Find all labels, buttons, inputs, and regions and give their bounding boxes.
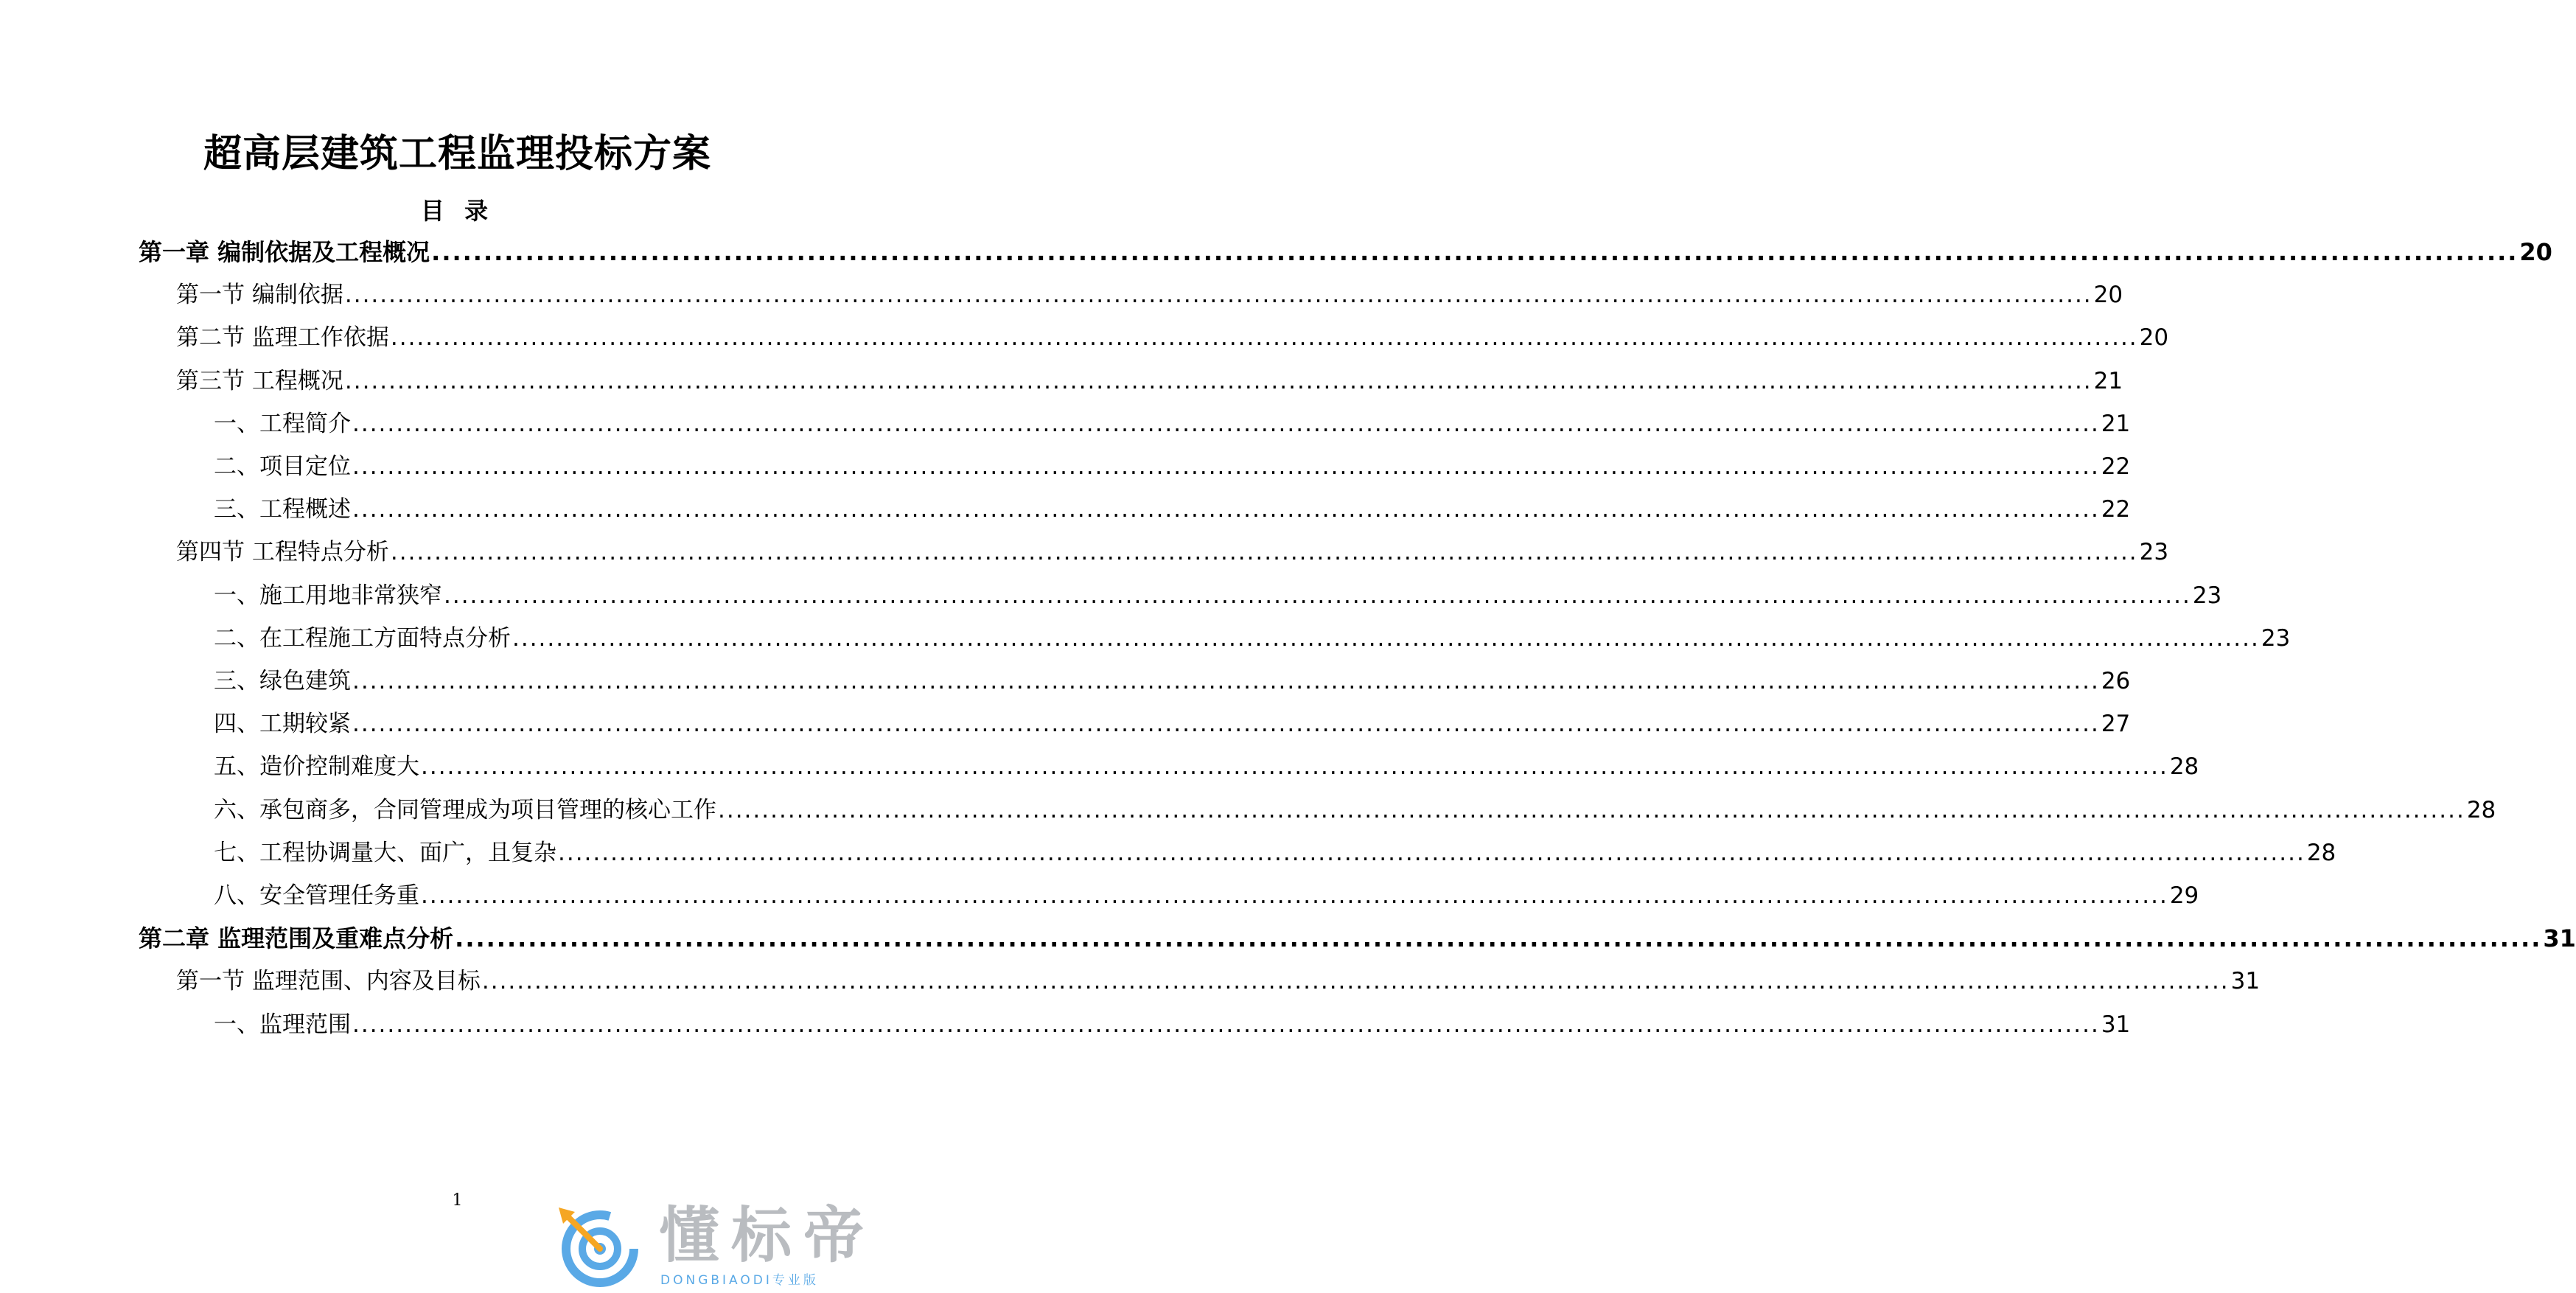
toc-section-entry[interactable] bbox=[176, 365, 2123, 397]
toc-dot-leader: ........................................................................................................................................................................................................ bbox=[444, 582, 2191, 609]
toc-dot-leader: ........................................................................................................................................................................................................ bbox=[481, 968, 2230, 994]
toc-subsection-entry[interactable] bbox=[214, 493, 2131, 526]
toc-entry-page-number: 23 bbox=[2192, 582, 2222, 609]
toc-entry-title: 第三节 工程概况 bbox=[176, 368, 343, 394]
target-arrow-icon bbox=[548, 1202, 652, 1290]
toc-entry-title: 一、监理范围 bbox=[214, 1011, 351, 1038]
toc-entry-page-number: 20 bbox=[2139, 324, 2169, 351]
toc-entry-title: 八、安全管理任务重 bbox=[214, 882, 419, 909]
toc-entry-page-number: 28 bbox=[2169, 753, 2199, 780]
brand-tagline: DONGBIAODI专业版 bbox=[660, 1273, 819, 1288]
toc-entry-page-number: 27 bbox=[2101, 711, 2131, 737]
toc-entry-title: 二、在工程施工方面特点分析 bbox=[214, 625, 511, 652]
toc-dot-leader: ........................................................................................................................................................................................................ bbox=[421, 753, 2168, 780]
watermark bbox=[548, 1202, 902, 1290]
toc-entry-title: 第一节 编制依据 bbox=[176, 282, 343, 308]
toc-subsection-entry[interactable] bbox=[214, 665, 2131, 697]
document-title: 超高层建筑工程监理投标方案 bbox=[203, 132, 711, 176]
toc-entry-page-number: 20 bbox=[2519, 238, 2552, 266]
toc-entry-page-number: 31 bbox=[2101, 1011, 2131, 1038]
toc-entry-page-number: 20 bbox=[2093, 282, 2123, 308]
toc-entry-title: 六、承包商多，合同管理成为项目管理的核心工作 bbox=[214, 797, 716, 823]
toc-dot-leader: ........................................................................................................................................................................................................ bbox=[344, 368, 2092, 394]
toc-subsection-entry[interactable] bbox=[214, 579, 2222, 612]
toc-entry-title: 三、绿色建筑 bbox=[214, 668, 351, 694]
toc-entry-title: 第一章 编制依据及工程概况 bbox=[139, 238, 430, 266]
toc-dot-leader: ........................................................................................................................................................................................................ bbox=[558, 840, 2306, 866]
toc-entry-page-number: 26 bbox=[2101, 668, 2131, 694]
toc-heading: 目 录 bbox=[420, 197, 495, 225]
toc-dot-leader: ........................................................................................................................................................................................................ bbox=[455, 924, 2542, 952]
toc-dot-leader: ........................................................................................................................................................................................................ bbox=[718, 797, 2465, 823]
toc-section-entry[interactable] bbox=[176, 321, 2169, 354]
toc-chapter-entry[interactable] bbox=[139, 236, 2552, 268]
toc-dot-leader: ........................................................................................................................................................................................................ bbox=[431, 238, 2519, 266]
toc-dot-leader: ........................................................................................................................................................................................................ bbox=[352, 668, 2100, 694]
toc-dot-leader: ........................................................................................................................................................................................................ bbox=[352, 411, 2100, 437]
toc-subsection-entry[interactable] bbox=[214, 450, 2131, 483]
toc-section-entry[interactable] bbox=[176, 536, 2169, 568]
toc-entry-title: 四、工期较紧 bbox=[214, 711, 351, 737]
toc-entry-title: 第一节 监理范围、内容及目标 bbox=[176, 968, 481, 994]
toc-dot-leader: ........................................................................................................................................................................................................ bbox=[352, 453, 2100, 480]
toc-chapter-entry[interactable] bbox=[139, 922, 2576, 955]
toc-subsection-entry[interactable] bbox=[214, 879, 2199, 912]
toc-dot-leader: ........................................................................................................................................................................................................ bbox=[352, 711, 2100, 737]
toc-subsection-entry[interactable] bbox=[214, 622, 2291, 655]
toc-subsection-entry[interactable] bbox=[214, 1008, 2131, 1041]
toc-entry-page-number: 23 bbox=[2139, 539, 2169, 565]
toc-section-entry[interactable] bbox=[176, 279, 2123, 311]
toc-entry-page-number: 21 bbox=[2093, 368, 2123, 394]
toc-entry-title: 一、工程简介 bbox=[214, 411, 351, 437]
toc-entry-page-number: 22 bbox=[2101, 453, 2131, 480]
toc-subsection-entry[interactable] bbox=[214, 708, 2131, 740]
toc-subsection-entry[interactable] bbox=[214, 408, 2131, 440]
toc-entry-page-number: 23 bbox=[2261, 625, 2291, 652]
toc-subsection-entry[interactable] bbox=[214, 794, 2496, 826]
toc-dot-leader: ........................................................................................................................................................................................................ bbox=[390, 324, 2138, 351]
toc-entry-title: 二、项目定位 bbox=[214, 453, 351, 480]
page-number: 1 bbox=[452, 1191, 463, 1210]
toc-dot-leader: ........................................................................................................................................................................................................ bbox=[344, 282, 2092, 308]
toc-entry-page-number: 31 bbox=[2543, 924, 2576, 952]
toc-entry-title: 第二章 监理范围及重难点分析 bbox=[139, 924, 454, 952]
toc-subsection-entry[interactable] bbox=[214, 837, 2336, 869]
toc-entry-page-number: 21 bbox=[2101, 411, 2131, 437]
toc-dot-leader: ........................................................................................................................................................................................................ bbox=[512, 625, 2260, 652]
toc-entry-title: 一、施工用地非常狭窄 bbox=[214, 582, 442, 609]
toc-dot-leader: ........................................................................................................................................................................................................ bbox=[421, 882, 2168, 909]
toc-entry-page-number: 28 bbox=[2466, 797, 2496, 823]
toc-entry-title: 七、工程协调量大、面广，且复杂 bbox=[214, 840, 556, 866]
toc-dot-leader: ........................................................................................................................................................................................................ bbox=[352, 1011, 2100, 1038]
toc-dot-leader: ........................................................................................................................................................................................................ bbox=[390, 539, 2138, 565]
toc-entry-title: 三、工程概述 bbox=[214, 496, 351, 523]
toc-entry-page-number: 28 bbox=[2306, 840, 2336, 866]
toc-entry-page-number: 31 bbox=[2230, 968, 2261, 994]
toc-entry-page-number: 22 bbox=[2101, 496, 2131, 523]
toc-entry-title: 五、造价控制难度大 bbox=[214, 753, 419, 780]
toc-entry-title: 第二节 监理工作依据 bbox=[176, 324, 389, 351]
toc-section-entry[interactable] bbox=[176, 965, 2261, 997]
brand-name: 懂标帝 bbox=[659, 1201, 876, 1271]
toc-subsection-entry[interactable] bbox=[214, 750, 2199, 783]
toc-entry-page-number: 29 bbox=[2169, 882, 2199, 909]
toc-dot-leader: ........................................................................................................................................................................................................ bbox=[352, 496, 2100, 523]
toc-entry-title: 第四节 工程特点分析 bbox=[176, 539, 389, 565]
